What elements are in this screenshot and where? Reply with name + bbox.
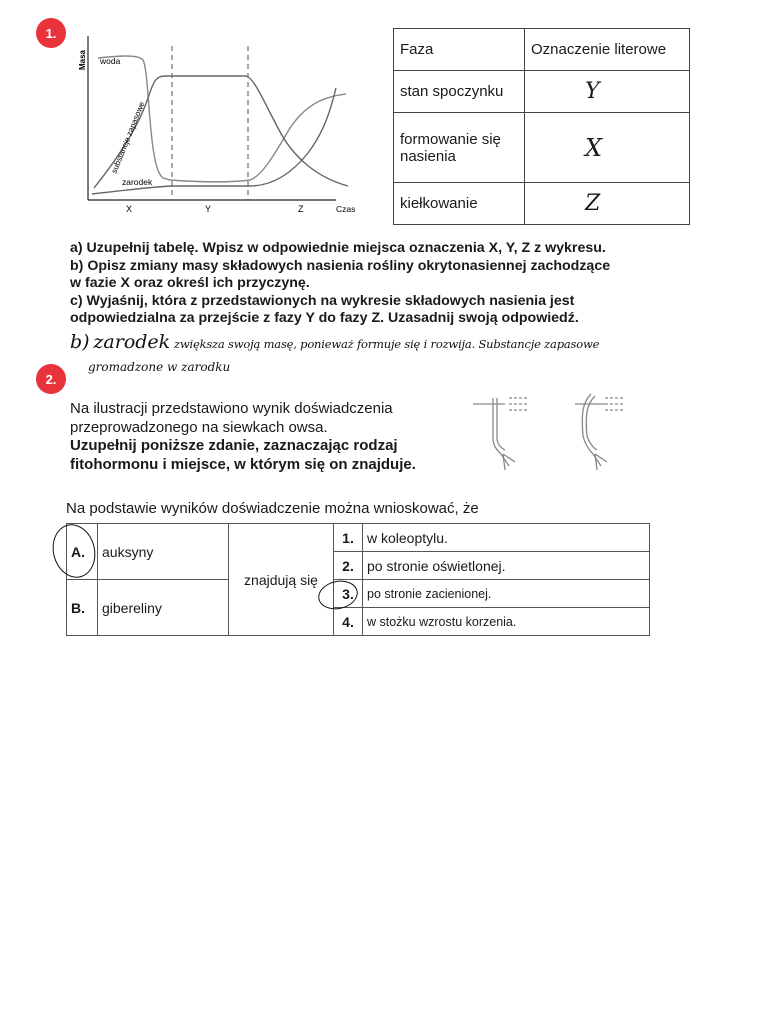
question-2-badge: 2. [36, 364, 66, 394]
question-line: a) Uzupełnij tabelę. Wpisz w odpowiednie miejsca oznaczenia X, Y, Z z wykresu. [70, 240, 606, 256]
answer-text: zwiększa swoją masę, ponieważ formuje się i rozwija. Substancje zapasowe [174, 337, 600, 351]
phase-cell: kiełkowanie [394, 183, 525, 225]
intro-line: przeprowadzonego na siewkach owsa. [70, 418, 328, 436]
answer-table [66, 523, 650, 636]
answer-prefix: b) [70, 331, 90, 353]
water-label: woda [100, 56, 121, 66]
question-line: b) Opisz zmiany masy składowych nasienia rośliny okrytonasiennej zachodzące [70, 257, 611, 274]
option-a-letter[interactable]: A. [67, 524, 98, 580]
option-a-text[interactable]: auksyny [98, 524, 229, 580]
letter-cell[interactable]: Z [525, 183, 690, 225]
place-text-1[interactable]: w koleoptylu. [363, 524, 650, 552]
letter-cell[interactable]: Y [525, 71, 690, 113]
question-2-intro [70, 400, 416, 474]
question-line: odpowiedzialna za przejście z fazy Y do fazy Z. Uzasadnij swoją odpowiedź. [70, 310, 579, 326]
handwritten-answer-line-2: gromadzone w zarodku [88, 360, 231, 374]
phase-cell: formowanie się nasienia [394, 113, 525, 183]
question-line: w fazie X oraz określ ich przyczynę. [70, 275, 310, 291]
seedling-right [575, 394, 625, 470]
option-b-letter[interactable]: B. [67, 580, 98, 636]
place-number-2[interactable]: 2. [334, 552, 363, 580]
lead-sentence: Na podstawie wyników doświadczenie można wnioskować, że [66, 500, 479, 517]
place-text-4[interactable]: w stożku wzrostu korzenia. [363, 608, 650, 636]
letter-cell[interactable]: X [525, 113, 690, 183]
x-tick-Z: Z [298, 204, 304, 214]
middle-phrase: znajdują się [229, 524, 334, 636]
phase-cell: stan spoczynku [394, 71, 525, 113]
question-1-badge: 1. [36, 18, 66, 48]
phase-header: Faza [394, 29, 525, 71]
place-number-1[interactable]: 1. [334, 524, 363, 552]
reserves-label: substancje zapasowe [109, 100, 147, 175]
place-text-2[interactable]: po stronie oświetlonej. [363, 552, 650, 580]
handwritten-answer-line-1 [70, 331, 599, 353]
place-number-4[interactable]: 4. [334, 608, 363, 636]
x-tick-X: X [126, 204, 133, 214]
task-line: Uzupełnij poniższe zdanie, zaznaczając rodzaj [70, 437, 398, 454]
letter-header: Oznaczenie literowe [525, 29, 690, 71]
seed-mass-chart [78, 28, 363, 220]
oat-seedlings-illustration [465, 388, 635, 478]
answer-keyword: zarodek [93, 331, 171, 353]
place-number-3[interactable]: 3. [334, 580, 363, 608]
task-line: fitohormonu i miejsce, w którym się on znajduje. [70, 455, 416, 473]
question-1-text [70, 240, 610, 328]
intro-line: Na ilustracji przedstawiono wynik doświadczenia [70, 400, 393, 417]
x-tick-Y: Y [205, 204, 212, 214]
embryo-label: zarodek [122, 177, 153, 187]
place-text-3[interactable]: po stronie zacienionej. [363, 580, 650, 608]
x-axis-label: Czas [336, 204, 356, 214]
seedling-left [473, 398, 529, 470]
y-axis-label: Masa [78, 49, 87, 70]
option-b-text[interactable]: gibereliny [98, 580, 229, 636]
question-line: c) Wyjaśnij, która z przedstawionych na wykresie składowych nasienia jest [70, 292, 575, 309]
phase-table [393, 28, 690, 225]
